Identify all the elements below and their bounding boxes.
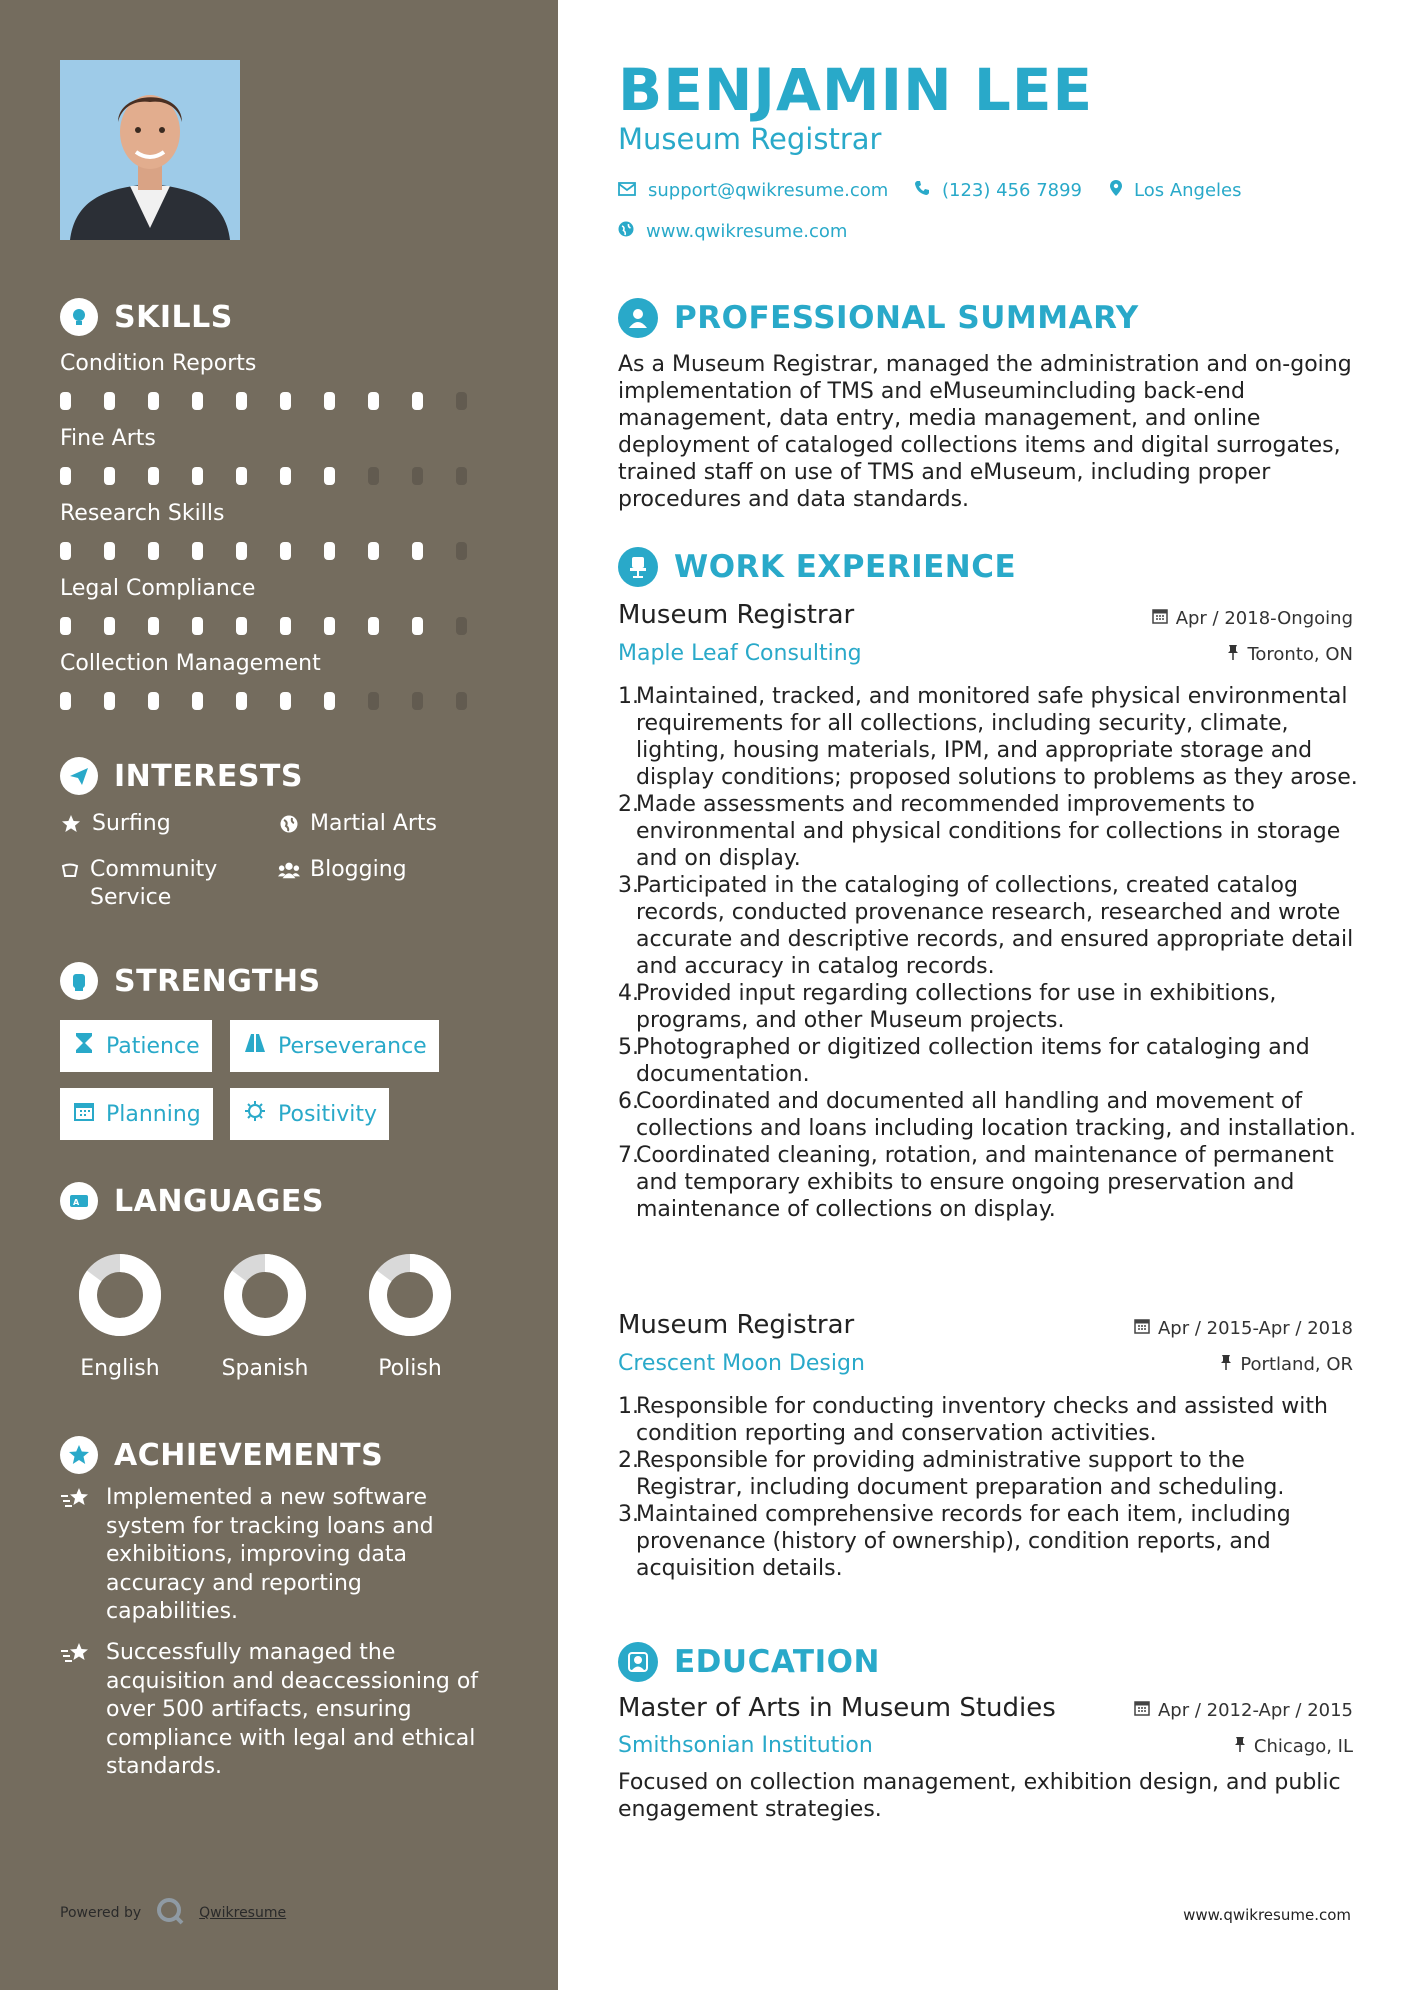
language-ring [220, 1250, 310, 1340]
skill-dot-filled [148, 692, 159, 710]
skill-rating [60, 617, 500, 635]
calendar-icon [1134, 1700, 1150, 1721]
school-name: Smithsonian Institution [618, 1733, 873, 1758]
contact-phone[interactable]: (123) 456 7899 [914, 180, 1082, 201]
road-icon [244, 1033, 266, 1059]
achievement-item: Successfully managed the acquisition and deaccessioning of over 500 artifacts, ensuring compliance with legal and ethical standards. [60, 1639, 500, 1782]
skill-dot-filled [280, 467, 291, 485]
skill-dot-filled [412, 542, 423, 560]
skill-dot-empty [368, 467, 379, 485]
list-item: 2. Responsible for providing administrative support to the Registrar, including document preparation and scheduling. [618, 1448, 1285, 1500]
qwikresume-link[interactable]: Qwikresume [199, 1905, 287, 1921]
summary-text: As a Museum Registrar, managed the administration and on-going implementation of TMS and eMuseumincluding back-end management, data entry, media management, and online deployment of cataloged collections items and digital surrogates, trained staff on use of TMS and eMuseum, including proper procedures and data standards. [618, 352, 1352, 512]
language-item [50, 1250, 190, 1381]
skill-dot-filled [324, 467, 335, 485]
skill-item [60, 575, 500, 635]
skill-name: Fine Arts [60, 426, 156, 451]
achievement-item: Implemented a new software system for tracking loans and exhibitions, improving data accuracy and reporting capabilities. [60, 1484, 500, 1627]
strengths-heading: STRENGTHS [60, 962, 321, 1000]
sidebar [0, 0, 558, 1990]
shooting-star-icon [60, 1484, 94, 1627]
skill-dot-filled [104, 542, 115, 560]
achievements-heading: ACHIEVEMENTS [60, 1436, 383, 1474]
users-icon [278, 856, 300, 884]
experience-heading: WORK EXPERIENCE [618, 547, 1016, 587]
skill-dot-filled [104, 692, 115, 710]
job-date: Apr / 2018-Ongoing [1152, 608, 1353, 629]
pin-icon [1220, 1354, 1232, 1375]
skill-dot-filled [324, 542, 335, 560]
skill-name: Condition Reports [60, 351, 257, 376]
skill-name: Legal Compliance [60, 576, 256, 601]
list-item: 3. Maintained comprehensive records for each item, including provenance (history of ownership), condition reports, and acquisition details. [618, 1502, 1291, 1581]
paper-plane-icon [60, 757, 98, 795]
skill-dot-filled [236, 617, 247, 635]
language-name: Polish [378, 1356, 442, 1381]
job-date: Apr / 2015-Apr / 2018 [1134, 1318, 1353, 1339]
skill-dot-filled [324, 392, 335, 410]
hourglass-icon [74, 1032, 94, 1060]
skill-dot-filled [192, 542, 203, 560]
skill-name: Collection Management [60, 651, 321, 676]
skill-item [60, 650, 500, 710]
list-item: 4. Provided input regarding collections for use in exhibitions, programs, and other Museum projects. [618, 981, 1277, 1033]
strength-tag: Perseverance [230, 1020, 439, 1072]
job-duties [618, 683, 1358, 1223]
languages-heading: A LANGUAGES [60, 1182, 324, 1220]
skill-dot-filled [280, 542, 291, 560]
interest-item: Surfing [60, 810, 171, 838]
lightbulb-icon [60, 298, 98, 336]
language-ring [75, 1250, 165, 1340]
skill-dot-filled [148, 617, 159, 635]
job-duties [618, 1393, 1358, 1582]
job-company: Crescent Moon Design [618, 1351, 865, 1376]
skill-dot-filled [280, 692, 291, 710]
office-chair-icon [618, 547, 658, 587]
contact-email[interactable]: support@qwikresume.com [618, 180, 888, 201]
skill-rating [60, 542, 500, 560]
skill-dot-filled [192, 392, 203, 410]
main-content [558, 0, 1407, 1990]
job-location: Portland, OR [1220, 1354, 1353, 1375]
phone-icon [914, 180, 930, 201]
skills-heading: SKILLS [60, 298, 233, 336]
svg-text:A: A [73, 1198, 80, 1207]
language-ring [365, 1250, 455, 1340]
skill-dot-filled [324, 617, 335, 635]
calendar-icon [74, 1101, 94, 1127]
skill-rating [60, 692, 500, 710]
profile-photo [60, 60, 240, 240]
list-item: 5. Photographed or digitized collection items for cataloging and documentation. [618, 1035, 1310, 1087]
star-icon [60, 810, 82, 838]
skill-dot-filled [192, 467, 203, 485]
skill-dot-filled [368, 392, 379, 410]
skill-dot-empty [456, 617, 467, 635]
envelope-icon [618, 180, 636, 201]
contact-location: Los Angeles [1110, 180, 1242, 201]
skill-dot-filled [280, 617, 291, 635]
skill-dot-filled [148, 542, 159, 560]
skill-dot-empty [412, 692, 423, 710]
footer-url[interactable]: www.qwikresume.com [1183, 1906, 1351, 1924]
skill-dot-filled [368, 542, 379, 560]
skill-dot-empty [368, 692, 379, 710]
pin-icon [1234, 1736, 1246, 1757]
skill-item [60, 500, 500, 560]
skill-dot-empty [456, 392, 467, 410]
map-marker-icon [1110, 180, 1122, 201]
strength-tag: Positivity [230, 1088, 389, 1140]
interests-heading: INTERESTS [60, 757, 303, 795]
skill-dot-filled [236, 467, 247, 485]
list-item: 1. Responsible for conducting inventory checks and assisted with condition reporting and conservation activities. [618, 1394, 1328, 1446]
interest-item: Martial Arts [278, 810, 437, 838]
calendar-icon [1134, 1318, 1150, 1339]
skill-rating [60, 392, 500, 410]
contact-website[interactable]: www.qwikresume.com [618, 221, 847, 242]
education-text: Focused on collection management, exhibition design, and public engagement strategies. [618, 1770, 1341, 1822]
list-item: 3. Participated in the cataloging of collections, created catalog records, conducted provenance research, researched and wrote accurate and descriptive records, and ensured appropriate detail and accuracy in catalog records. [618, 873, 1354, 979]
job-title: Museum Registrar [618, 600, 855, 630]
skill-dot-filled [60, 467, 71, 485]
skill-dot-filled [192, 617, 203, 635]
pin-icon [1227, 644, 1239, 665]
calendar-icon [1152, 608, 1168, 629]
candidate-role: Museum Registrar [618, 122, 882, 156]
skill-name: Research Skills [60, 501, 225, 526]
language-icon [60, 1182, 98, 1220]
skill-dot-filled [148, 392, 159, 410]
skill-dot-filled [280, 392, 291, 410]
summary-heading: PROFESSIONAL SUMMARY [618, 298, 1139, 338]
skill-dot-filled [104, 617, 115, 635]
list-item: 7. Coordinated cleaning, rotation, and maintenance of permanent and temporary exhibits to ensure ongoing preservation and maintenance of collections on display. [618, 1143, 1334, 1222]
strength-tag: Patience [60, 1020, 212, 1072]
list-item: 1. Maintained, tracked, and monitored safe physical environmental requirements for all collections, including security, climate, lighting, housing materials, IPM, and appropriate storage and display conditions; proposed solutions to problems as they arose. [618, 684, 1358, 790]
skill-dot-filled [104, 392, 115, 410]
qwikresume-logo-icon [155, 1896, 185, 1930]
language-name: Spanish [221, 1356, 309, 1381]
fist-icon [60, 962, 98, 1000]
strength-tag: Planning [60, 1088, 213, 1140]
skill-dot-filled [104, 467, 115, 485]
globe-icon [618, 221, 634, 242]
skill-dot-filled [60, 617, 71, 635]
skill-dot-empty [456, 467, 467, 485]
award-star-icon [60, 1436, 98, 1474]
interest-item: Community Service [60, 856, 260, 912]
job-title: Museum Registrar [618, 1310, 855, 1340]
skill-dot-empty [456, 692, 467, 710]
job-company: Maple Leaf Consulting [618, 641, 862, 666]
skill-dot-filled [412, 392, 423, 410]
skill-item [60, 425, 500, 485]
skill-rating [60, 467, 500, 485]
shooting-star-icon [60, 1639, 94, 1782]
degree-title: Master of Arts in Museum Studies [618, 1693, 1056, 1723]
job-location: Toronto, ON [1227, 644, 1353, 665]
skill-dot-filled [60, 392, 71, 410]
candidate-name: BENJAMIN LEE [618, 56, 1094, 124]
education-heading: EDUCATION [618, 1642, 880, 1682]
skill-dot-filled [236, 542, 247, 560]
skill-dot-filled [148, 467, 159, 485]
hand-icon [60, 856, 80, 884]
skill-dot-filled [60, 692, 71, 710]
skill-dot-filled [236, 392, 247, 410]
skill-dot-empty [412, 467, 423, 485]
language-item [195, 1250, 335, 1381]
powered-by: Powered by Qwikresume [60, 1896, 286, 1930]
education-date: Apr / 2012-Apr / 2015 [1134, 1700, 1353, 1721]
list-item: 2. Made assessments and recommended improvements to environmental and physical conditions for collections in storage and on display. [618, 792, 1341, 871]
skill-dot-filled [236, 692, 247, 710]
skill-dot-filled [368, 617, 379, 635]
skill-dot-filled [192, 692, 203, 710]
skill-dot-filled [324, 692, 335, 710]
language-item [340, 1250, 480, 1381]
graduate-icon [618, 1642, 658, 1682]
interest-item: Blogging [278, 856, 407, 884]
list-item: 6. Coordinated and documented all handling and movement of collections and loans including location tracking, and installation. [618, 1089, 1357, 1141]
skill-dot-filled [412, 617, 423, 635]
skill-dot-empty [456, 542, 467, 560]
user-icon [618, 298, 658, 338]
education-location: Chicago, IL [1234, 1736, 1353, 1757]
sun-icon [244, 1100, 266, 1128]
language-name: English [80, 1356, 160, 1381]
skill-item [60, 350, 500, 410]
skill-dot-filled [60, 542, 71, 560]
globe-icon [278, 810, 300, 838]
